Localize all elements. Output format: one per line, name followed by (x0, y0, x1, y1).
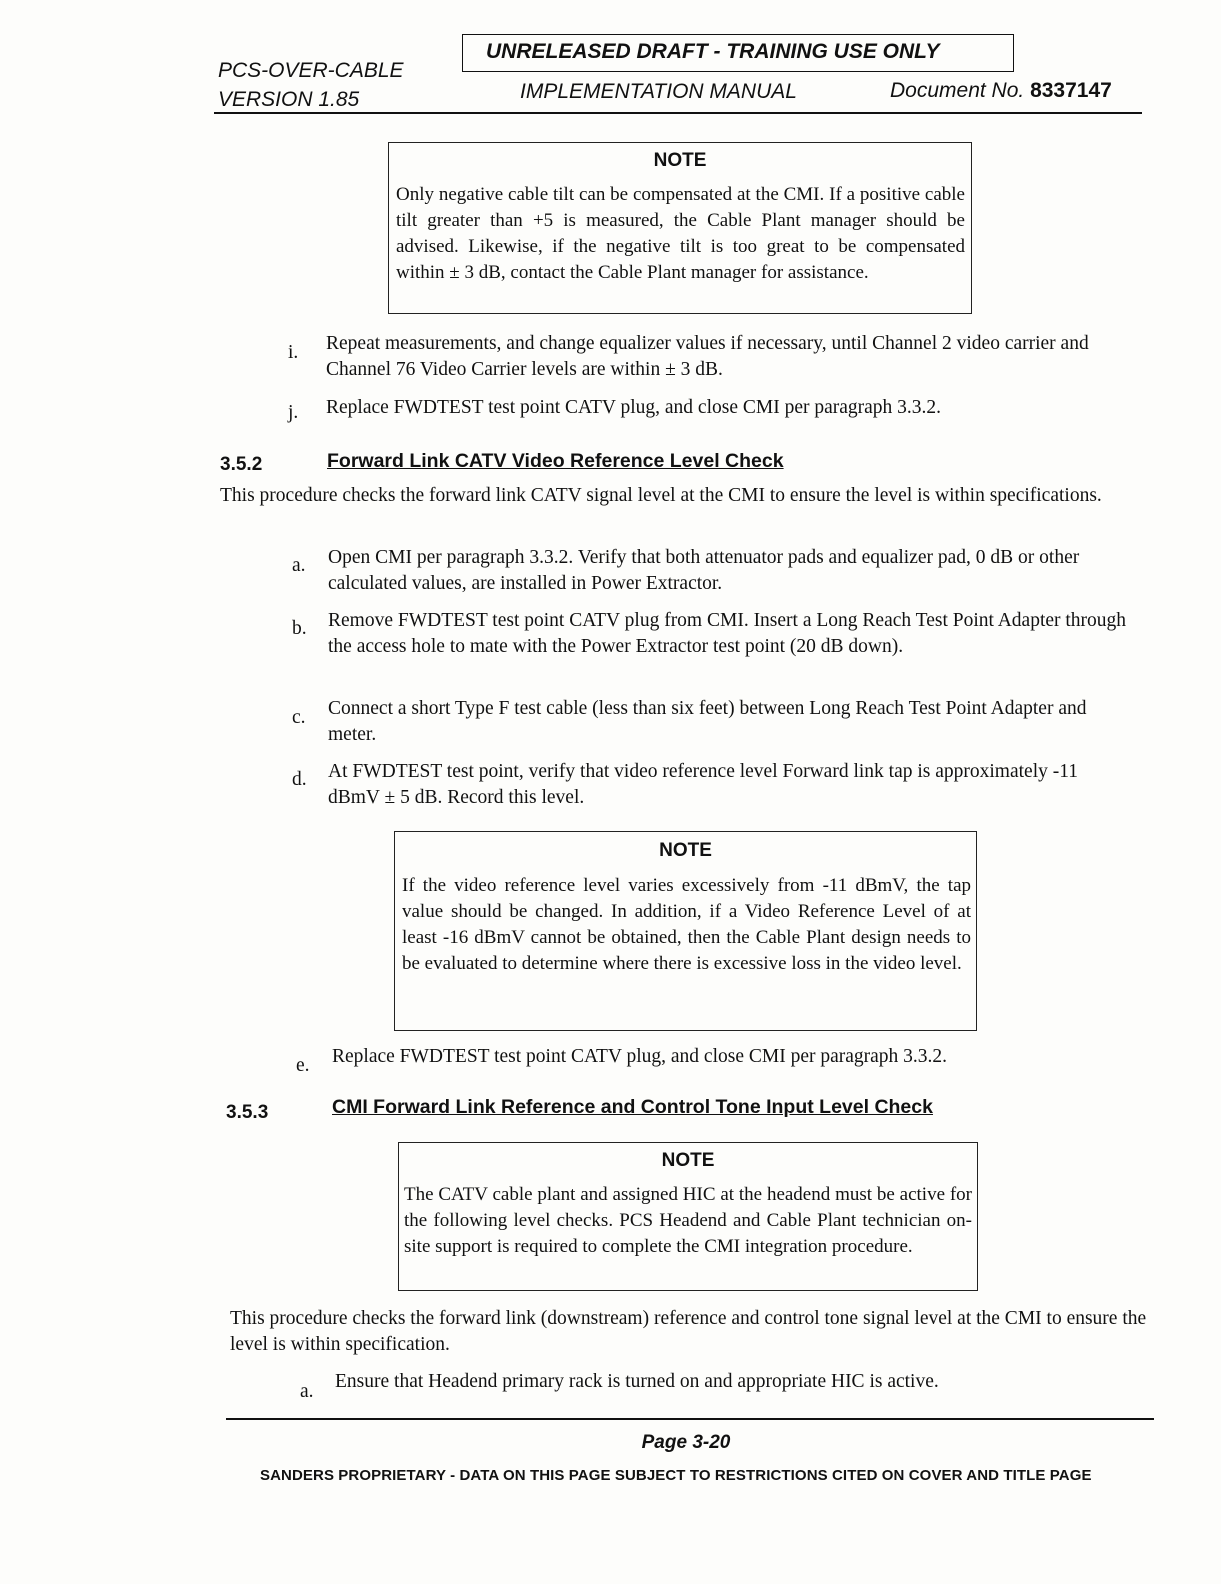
step-c: Connect a short Type F test cable (less than six feet) between Long Reach Test Point Adapter and meter. (328, 698, 1087, 745)
note-title: NOTE (653, 150, 707, 171)
page-number: Page 3-20 (641, 1432, 731, 1453)
document-number (890, 79, 1112, 103)
step-mark: c. (292, 707, 306, 728)
version-label: VERSION 1.85 (218, 88, 360, 111)
step-mark: i. (288, 342, 299, 363)
note-box-3 (398, 1142, 978, 1291)
step-mark: j. (288, 402, 299, 423)
section-intro: This procedure checks the forward link (downstream) reference and control tone signal level at the CMI to ensure the level is within specification. (230, 1308, 1147, 1355)
step-a: Ensure that Headend primary rack is turned on and appropriate HIC is active. (335, 1371, 939, 1392)
step-mark: b. (292, 618, 307, 639)
doc-label: Document No. (890, 79, 1025, 102)
proprietary-notice: SANDERS PROPRIETARY - DATA ON THIS PAGE SUBJECT TO RESTRICTIONS CITED ON COVER AND TITLE PAGE (260, 1467, 1092, 1484)
step-mark: d. (292, 769, 307, 790)
section-title: CMI Forward Link Reference and Control Tone Input Level Check (332, 1096, 933, 1118)
section-number: 3.5.2 (220, 454, 263, 475)
product-name: PCS-OVER-CABLE (218, 59, 404, 82)
note-body: If the video reference level varies excessively from -11 dBmV, the tap value should be changed. In addition, if a Video Reference Level of at least -16 dBmV cannot be obtained, then the Cable Plant design needs to be evaluated to determine where there is excessive loss in the video level. (402, 875, 971, 974)
header-left (218, 56, 404, 114)
step-j: Replace FWDTEST test point CATV plug, and close CMI per paragraph 3.3.2. (326, 397, 942, 418)
step-i: Repeat measurements, and change equalizer values if necessary, until Channel 2 video carrier and Channel 76 Video Carrier levels are within ± 3 dB. (326, 333, 1089, 380)
step-mark: a. (300, 1381, 314, 1402)
note-title: NOTE (661, 1150, 715, 1171)
step-b: Remove FWDTEST test point CATV plug from CMI. Insert a Long Reach Test Point Adapter through the access hole to mate with the Power Extractor test point (20 dB down). (328, 610, 1127, 657)
footer-rule (226, 1418, 1154, 1420)
step-mark: a. (292, 555, 306, 576)
step-a: Open CMI per paragraph 3.3.2. Verify that both attenuator pads and equalizer pad, 0 dB or other calculated values, are installed in Power Extractor. (328, 547, 1080, 594)
header-rule (214, 112, 1142, 114)
step-e: Replace FWDTEST test point CATV plug, and close CMI per paragraph 3.3.2. (332, 1046, 948, 1067)
draft-banner: UNRELEASED DRAFT - TRAINING USE ONLY (486, 40, 940, 63)
note-body: The CATV cable plant and assigned HIC at the headend must be active for the following level checks. PCS Headend and Cable Plant technician on-site support is required to complete the CMI integration procedure. (404, 1184, 972, 1257)
note-box-2 (394, 831, 977, 1031)
step-d: At FWDTEST test point, verify that video reference level Forward link tap is approximately -11 dBmV ± 5 dB. Record this level. (328, 761, 1079, 808)
section-number: 3.5.3 (226, 1102, 269, 1123)
doc-number-value: 8337147 (1030, 79, 1112, 102)
step-mark: e. (296, 1055, 310, 1076)
manual-title: IMPLEMENTATION MANUAL (520, 80, 797, 103)
note-body: Only negative cable tilt can be compensated at the CMI. If a positive cable tilt greater than +5 is measured, the Cable Plant manager should be advised. Likewise, if the negative tilt is too great to be compensated within ± 3 dB, contact the Cable Plant manager for assistance. (396, 184, 965, 283)
note-title: NOTE (659, 840, 712, 861)
note-box-1 (388, 142, 972, 314)
section-intro: This procedure checks the forward link CATV signal level at the CMI to ensure the level is within specifications. (220, 485, 1102, 506)
section-title: Forward Link CATV Video Reference Level Check (327, 450, 784, 472)
